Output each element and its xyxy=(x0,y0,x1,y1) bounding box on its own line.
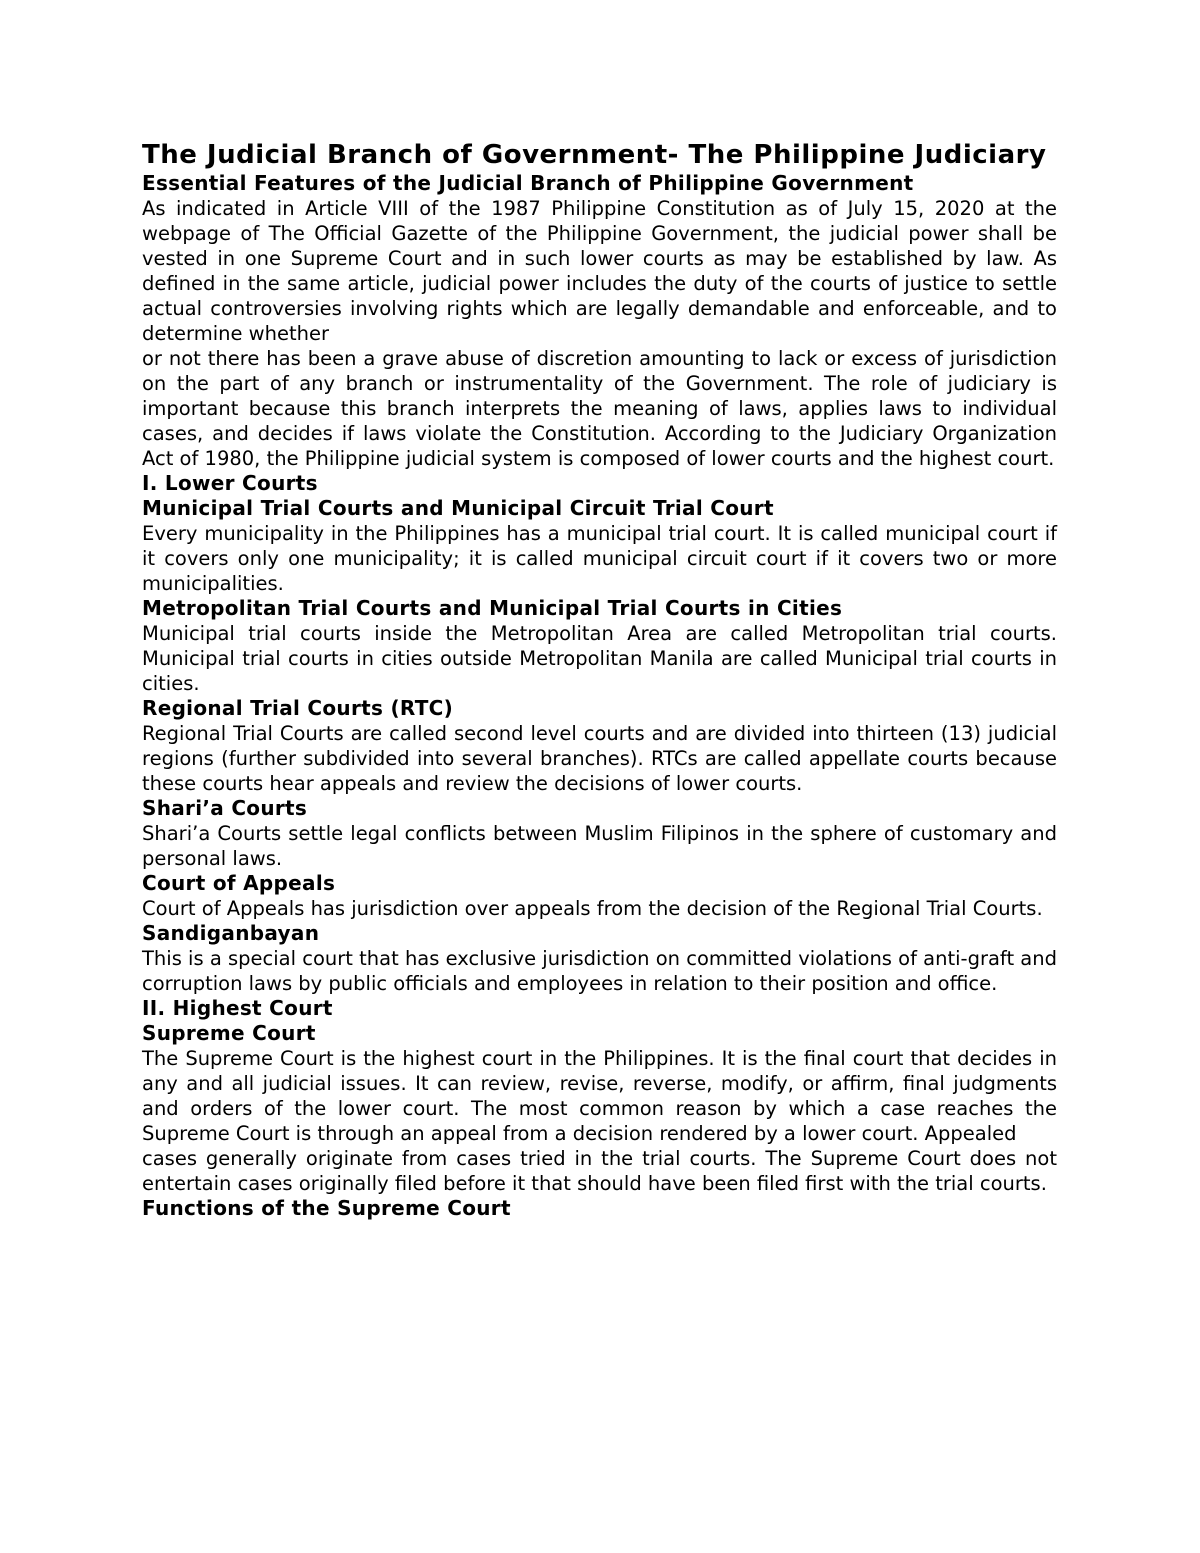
paragraph-role-of-judiciary: or not there has been a grave abuse of discretion amounting to lack or excess of jurisdiction on the part of any branch or instrumentality of the Government. The role of judiciary is important because this branch interprets the meaning of laws, applies laws to individual cases, and decides if laws violate the Constitution. According to the Judiciary Organization Act of 1980, the Philippine judicial system is composed of lower courts and the highest court. xyxy=(142,347,1057,470)
heading-highest-court: II. Highest Court xyxy=(142,996,333,1020)
heading-sandiganbayan: Sandiganbayan xyxy=(142,921,320,945)
paragraph-metropolitan-trial-courts: Municipal trial courts inside the Metropolitan Area are called Metropolitan trial courts. Municipal trial courts in cities outside Metropolitan Manila are called Municipal trial courts in cities. xyxy=(142,622,1057,695)
paragraph-regional-trial-courts: Regional Trial Courts are called second level courts and are divided into thirteen (13) judicial regions (further subdivided into several branches). RTCs are called appellate courts because these courts hear appeals and review the decisions of lower courts. xyxy=(142,722,1057,795)
heading-regional-trial-courts: Regional Trial Courts (RTC) xyxy=(142,696,454,720)
paragraph-sandiganbayan: This is a special court that has exclusive jurisdiction on committed violations of anti-graft and corruption laws by public officials and employees in relation to their position and office. xyxy=(142,947,1057,995)
paragraph-municipal-trial-courts: Every municipality in the Philippines has a municipal trial court. It is called municipal court if it covers only one municipality; it is called municipal circuit court if it covers two or more municipalities. xyxy=(142,522,1057,595)
paragraph-sharia-courts: Shari’a Courts settle legal conflicts between Muslim Filipinos in the sphere of customary and personal laws. xyxy=(142,822,1057,870)
heading-metropolitan-trial-courts: Metropolitan Trial Courts and Municipal Trial Courts in Cities xyxy=(142,596,843,620)
paragraph-article-viii: As indicated in Article VIII of the 1987 Philippine Constitution as of July 15, 2020 at the webpage of The Official Gazette of the Philippine Government, the judicial power shall be vested in one Supreme Court and in such lower courts as may be established by law. As defined in the same article, judicial power includes the duty of the courts of justice to settle actual controversies involving rights which are legally demandable and enforceable, and to determine whether xyxy=(142,197,1057,345)
heading-functions-supreme-court: Functions of the Supreme Court xyxy=(142,1196,511,1220)
paragraph-court-of-appeals: Court of Appeals has jurisdiction over appeals from the decision of the Regional Trial Courts. xyxy=(142,897,1043,920)
paragraph-appealed-cases: cases generally originate from cases tried in the trial courts. The Supreme Court does not entertain cases originally filed before it that should have been filed first with the trial courts. xyxy=(142,1147,1057,1195)
document-title: The Judicial Branch of Government- The Philippine Judiciary xyxy=(142,140,1047,170)
heading-essential-features: Essential Features of the Judicial Branch of Philippine Government xyxy=(142,171,914,195)
heading-sharia-courts: Shari’a Courts xyxy=(142,796,308,820)
heading-municipal-trial-courts: Municipal Trial Courts and Municipal Circuit Trial Court xyxy=(142,496,774,520)
heading-supreme-court: Supreme Court xyxy=(142,1021,316,1045)
heading-lower-courts: I. Lower Courts xyxy=(142,471,318,495)
paragraph-supreme-court: The Supreme Court is the highest court in the Philippines. It is the final court that decides in any and all judicial issues. It can review, revise, reverse, modify, or affirm, final judgments and orders of the lower court. The most common reason by which a case reaches the Supreme Court is through an appeal from a decision rendered by a lower court. Appealed xyxy=(142,1047,1057,1145)
heading-court-of-appeals: Court of Appeals xyxy=(142,871,336,895)
document-page xyxy=(142,140,1057,1221)
